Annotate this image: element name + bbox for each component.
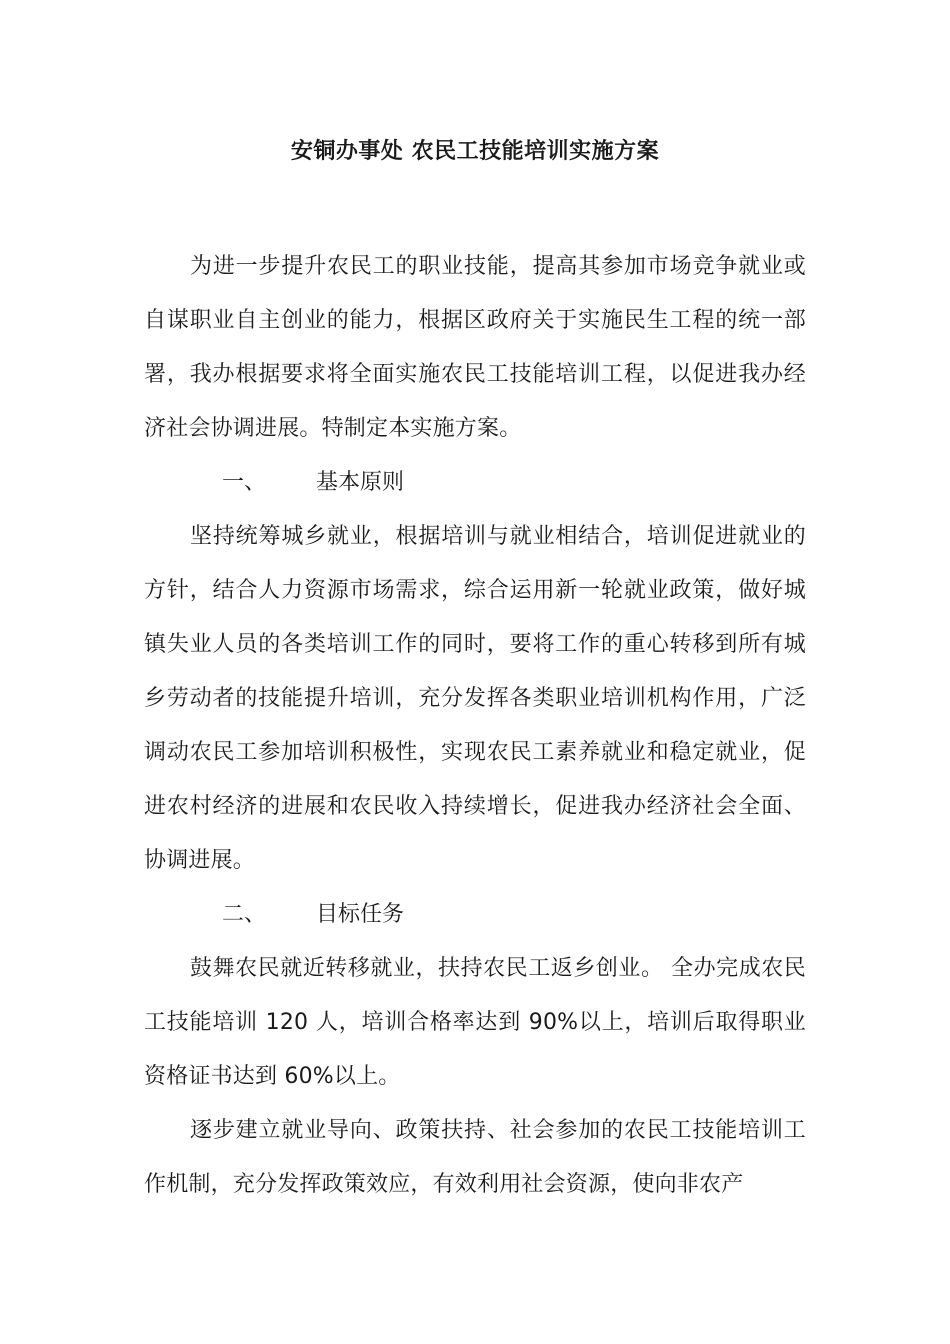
section-heading-text: 目标任务: [316, 902, 405, 927]
intro-paragraph: 为进一步提升农民工的职业技能，提高其参加市场竞争就业或自谋职业自主创业的能力，根据区政府关于实施民生工程的统一部署，我办根据要求将全面实施农民工技能培训工程，以促进我办经济社会协调进展。特制定本实施方案。: [144, 254, 806, 441]
section-number: 二、: [222, 902, 267, 927]
section-number: 一、: [222, 470, 267, 495]
section-heading-text: 基本原则: [316, 470, 405, 495]
document-body: [144, 240, 806, 1212]
document-title: 安铜办事处 农民工技能培训实施方案: [290, 139, 660, 164]
mechanism-paragraph: 逐步建立就业导向、政策扶持、社会参加的农民工技能培训工作机制，充分发挥政策效应，有效利用社会资源，使向非农产: [144, 1118, 806, 1197]
targets-paragraph: 鼓舞农民就近转移就业，扶持农民工返乡创业。 全办完成农民工技能培训 120 人，培训合格率达到 90%以上，培训后取得职业资格证书达到 60%以上。: [144, 956, 806, 1089]
principles-paragraph: 坚持统筹城乡就业，根据培训与就业相结合，培训促进就业的方针，结合人力资源市场需求，综合运用新一轮就业政策，做好城镇失业人员的各类培训工作的同时，要将工作的重心转移到所有城乡劳动者的技能提升培训，充分发挥各类职业培训机构作用，广泛调动农民工参加培训积极性，实现农民工素养就业和稳定就业，促进农村经济的进展和农民收入持续增长，促进我办经济社会全面、协调进展。: [144, 524, 806, 873]
section-heading-principles: [144, 456, 806, 510]
section-heading-targets: [144, 888, 806, 942]
